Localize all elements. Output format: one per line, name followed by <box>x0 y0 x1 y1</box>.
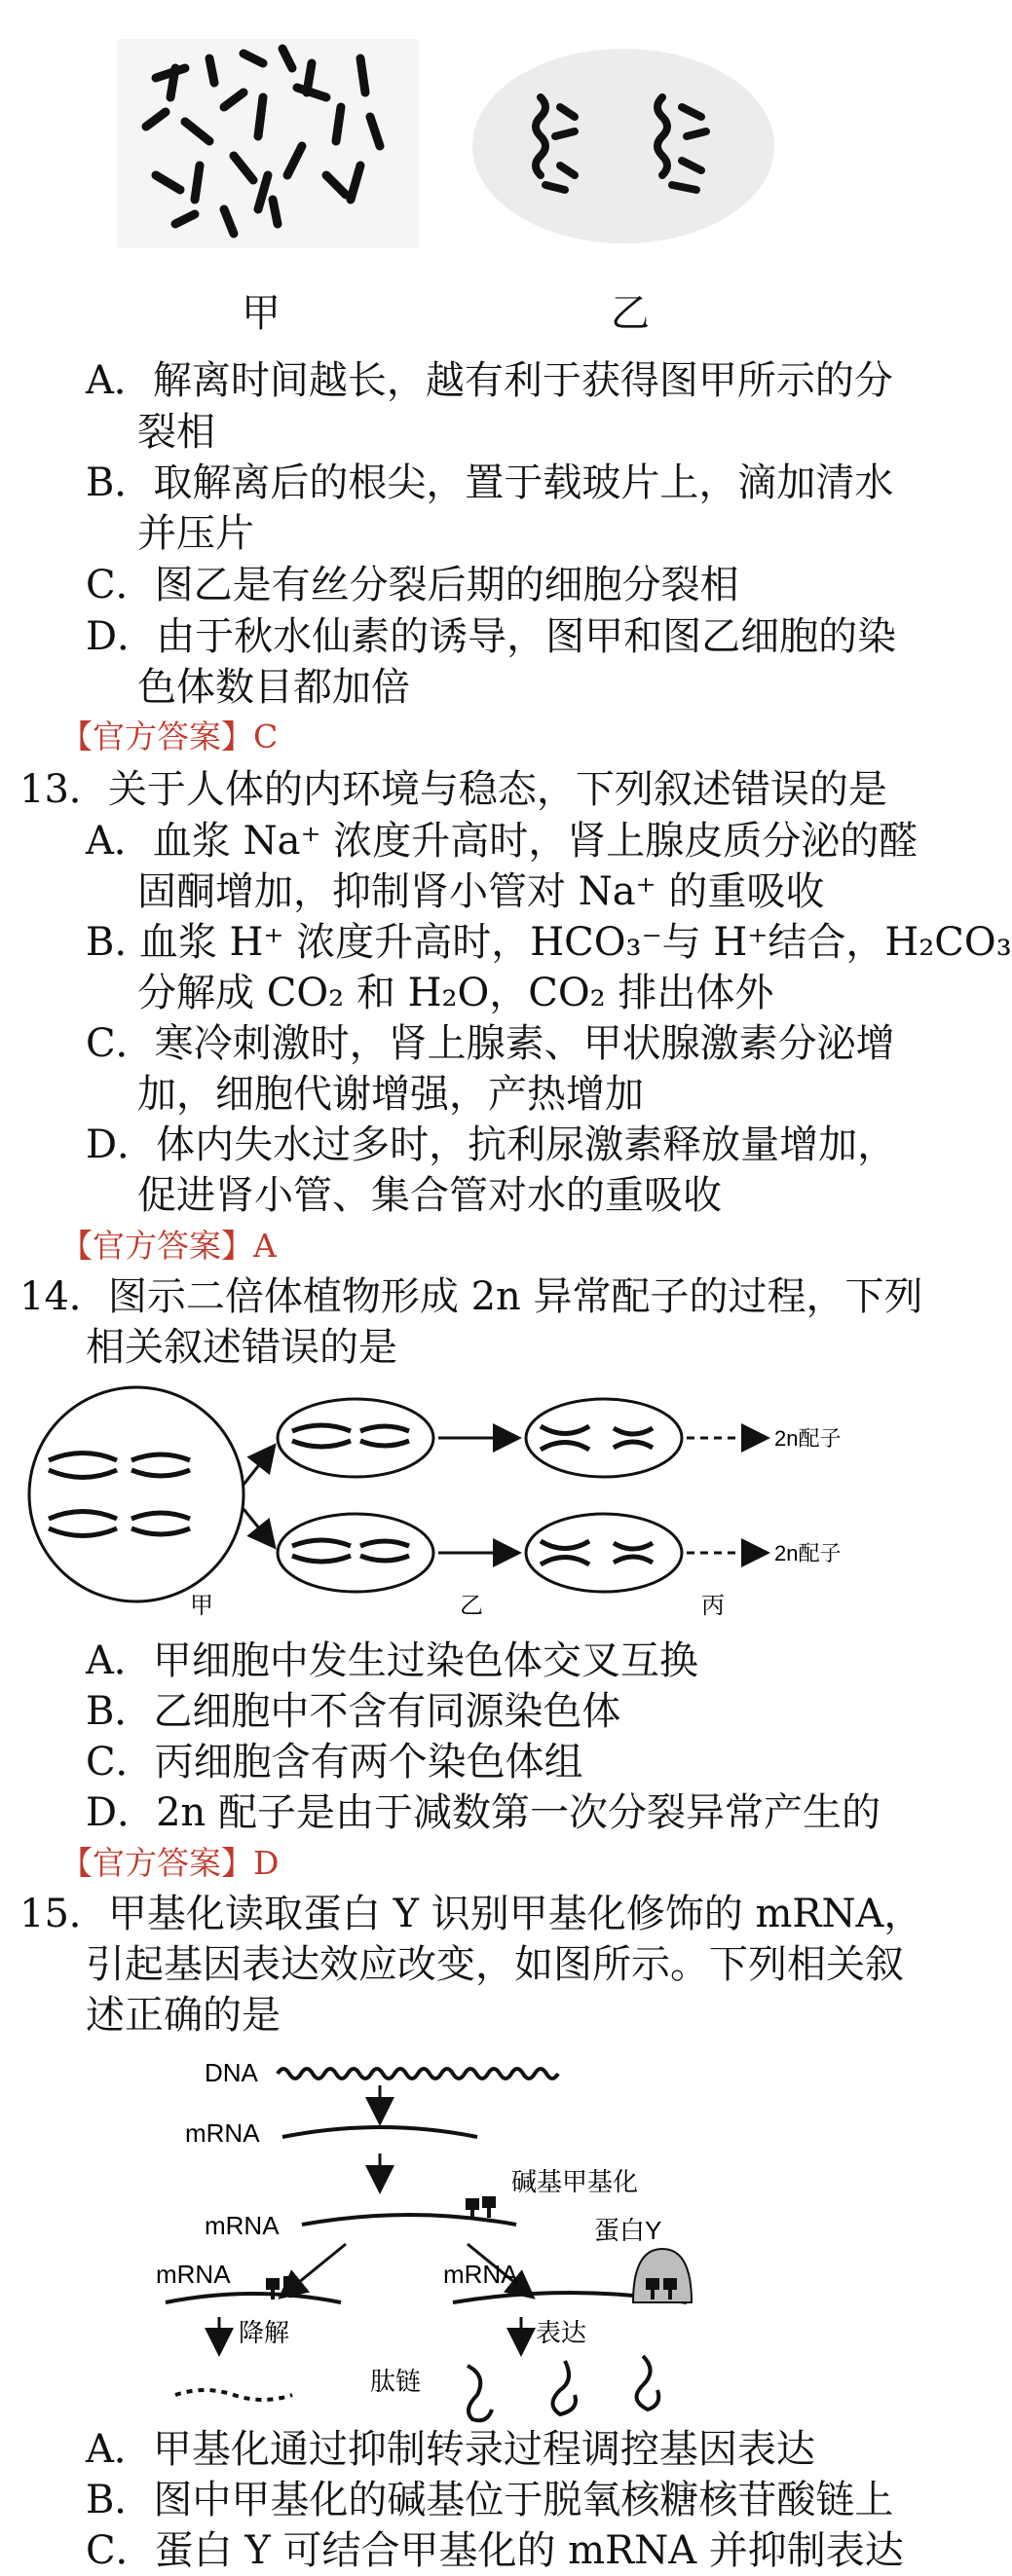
chromosome-figure <box>117 29 799 292</box>
cell-yi-bottom <box>278 1514 433 1592</box>
q12-option-a-line2: 裂相 <box>137 410 215 455</box>
q12-option-d-line2: 色体数目都加倍 <box>137 665 410 710</box>
q12-option-d-line1: D．由于秋水仙素的诱导，图甲和图乙细胞的染 <box>86 614 897 659</box>
cell-jia <box>29 1387 244 1601</box>
q12-option-b-line1: B．取解离后的根尖，置于载玻片上，滴加清水 <box>86 460 894 505</box>
express-label: 表达 <box>536 2318 587 2347</box>
q15-option-b: B．图中甲基化的碱基位于脱氧核糖核苷酸链上 <box>86 2478 894 2522</box>
cell-bing-bottom <box>526 1514 682 1592</box>
protein-y-shape <box>633 2249 692 2302</box>
meiosis-figure <box>0 1378 886 1621</box>
protein-y-label: 蛋白Y <box>594 2216 662 2245</box>
q13-option-b-line1: B. 血浆 H⁺ 浓度升高时，HCO₃⁻与 H⁺结合，H₂CO₃ <box>86 920 1012 965</box>
mrna-label-2: mRNA <box>205 2211 280 2240</box>
label-yi: 乙 <box>460 1593 483 1619</box>
q12-option-b-line2: 并压片 <box>137 511 254 556</box>
q14-option-b: B．乙细胞中不含有同源染色体 <box>86 1689 621 1734</box>
label-jia: 甲 <box>190 1593 213 1619</box>
q15-stem-line1: 15．甲基化读取蛋白 Y 识别甲基化修饰的 mRNA， <box>19 1892 923 1936</box>
q13-option-d-line2: 促进肾小管、集合管对水的重吸收 <box>137 1173 722 1218</box>
q14-answer: 【官方答案】D <box>60 1844 280 1882</box>
q13-option-d-line1: D．体内失水过多时，抗利尿激素释放量增加， <box>86 1122 897 1167</box>
q13-option-a-line2: 固酮增加，抑制肾小管对 Na⁺ 的重吸收 <box>137 869 825 914</box>
q13-answer: 【官方答案】A <box>60 1227 277 1265</box>
q15-stem-line2: 引起基因表达效应改变，如图所示。下列相关叙 <box>86 1942 904 1987</box>
q15-option-a: A．甲基化通过抑制转录过程调控基因表达 <box>86 2427 815 2472</box>
q15-option-c: C．蛋白 Y 可结合甲基化的 mRNA 并抑制表达 <box>86 2528 904 2573</box>
figure-label-yi: 乙 <box>611 291 650 336</box>
dna-label: DNA <box>205 2058 258 2087</box>
q12-answer: 【官方答案】C <box>60 718 279 755</box>
methylation-figure <box>136 2044 857 2414</box>
q13-option-a-line1: A．血浆 Na⁺ 浓度升高时，肾上腺皮质分泌的醛 <box>86 819 918 864</box>
mrna-label-4: mRNA <box>443 2260 518 2289</box>
methylation-label: 碱基甲基化 <box>511 2167 639 2196</box>
q14-option-c: C．丙细胞含有两个染色体组 <box>86 1740 583 1785</box>
panel-yi-cell <box>472 49 774 243</box>
mrna-label-1: mRNA <box>185 2118 260 2148</box>
label-bing: 丙 <box>701 1593 725 1619</box>
degrade-label: 降解 <box>239 2318 290 2347</box>
q13-option-b-line2: 分解成 CO₂ 和 H₂O，CO₂ 排出体外 <box>137 971 774 1015</box>
gamete-label-bottom: 2n配子 <box>774 1541 842 1565</box>
q13-stem: 13．关于人体的内环境与稳态，下列叙述错误的是 <box>19 767 887 812</box>
q13-option-c-line2: 加，细胞代谢增强，产热增加 <box>137 1072 644 1117</box>
cell-bing-top <box>526 1399 682 1477</box>
cell-yi-top <box>278 1399 433 1477</box>
dna-helix <box>278 2069 558 2079</box>
q14-option-a: A．甲细胞中发生过染色体交叉互换 <box>86 1638 698 1683</box>
q15-stem-line3: 述正确的是 <box>86 1993 281 2038</box>
panel-jia-background <box>117 39 419 248</box>
peptide-label: 肽链 <box>370 2367 422 2396</box>
q12-option-c: C．图乙是有丝分裂后期的细胞分裂相 <box>86 563 739 607</box>
q12-option-a-line1: A．解离时间越长，越有利于获得图甲所示的分 <box>86 358 893 403</box>
mrna-label-3: mRNA <box>156 2260 231 2289</box>
q14-option-d: D．2n 配子是由于减数第一次分裂异常产生的 <box>86 1790 881 1835</box>
q14-stem-line1: 14．图示二倍体植物形成 2n 异常配子的过程，下列 <box>19 1274 923 1319</box>
figure-label-jia: 甲 <box>242 291 281 336</box>
peptide-chains <box>468 2356 658 2420</box>
q13-option-c-line1: C．寒冷刺激时，肾上腺素、甲状腺激素分泌增 <box>86 1021 895 1066</box>
cell-jia-chromosomes <box>49 1454 190 1536</box>
gamete-label-top: 2n配子 <box>774 1426 842 1451</box>
q14-stem-line2: 相关叙述错误的是 <box>86 1325 397 1370</box>
